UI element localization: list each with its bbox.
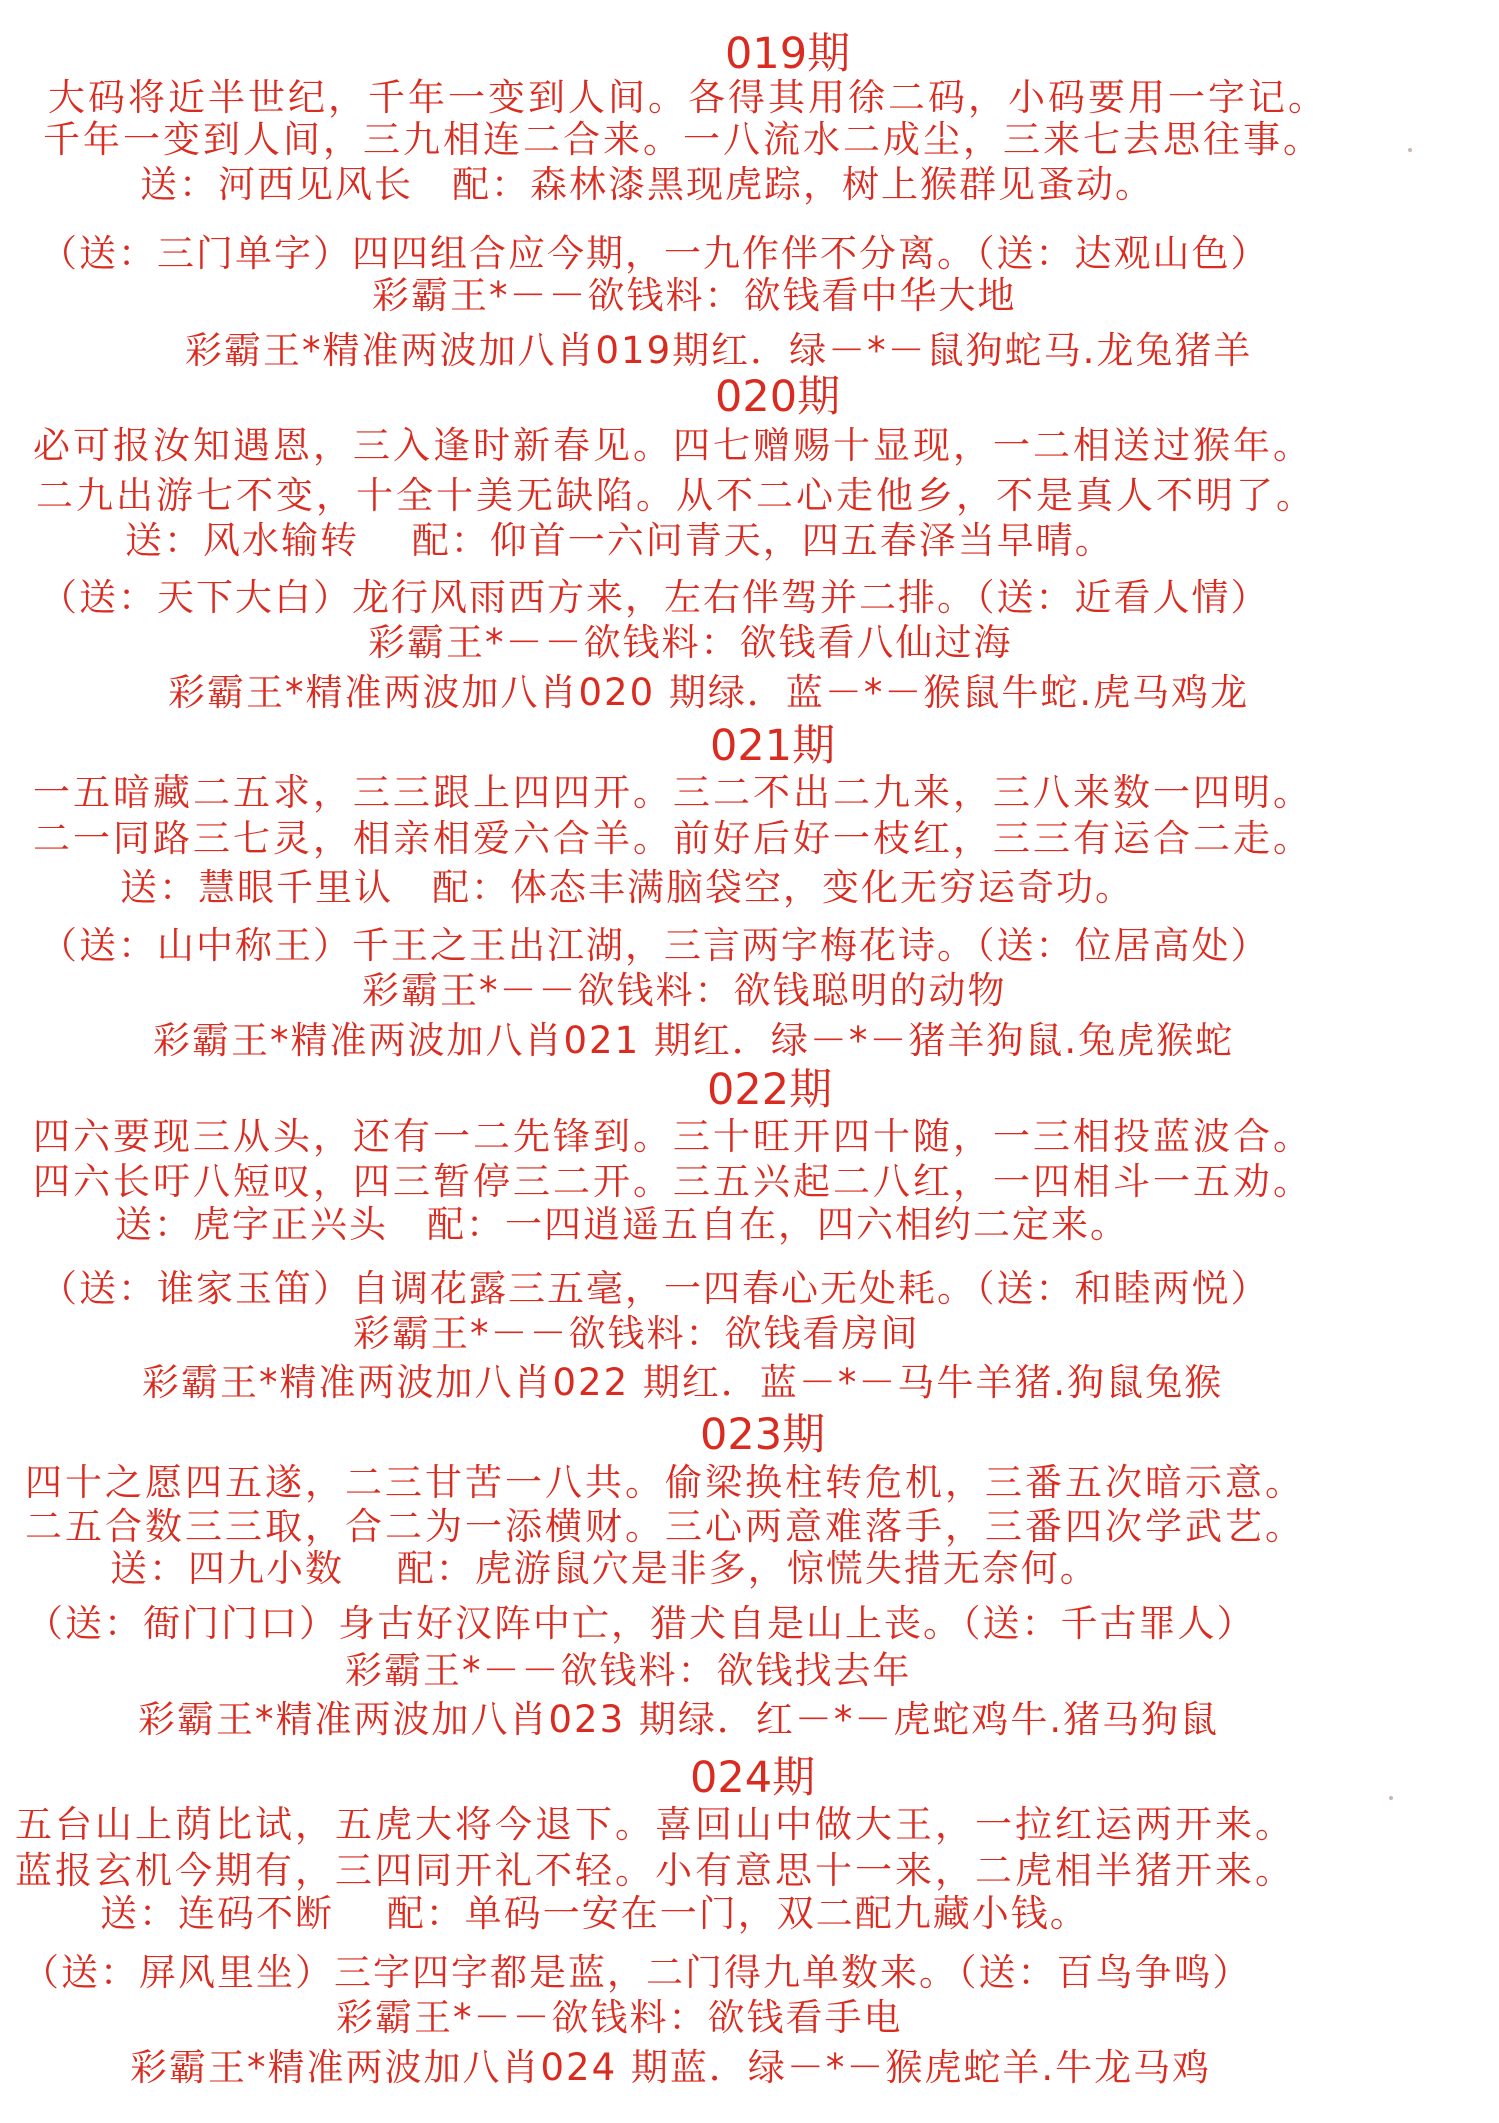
money-line: 彩霸王*－－欲钱料：欲钱找去年: [345, 1649, 912, 1692]
verse-line: 五台山上荫比试，五虎大将今退下。喜回山中做大王，一拉红运两开来。: [15, 1803, 1295, 1846]
period-title: 019期: [725, 29, 851, 79]
period-title: 023期: [700, 1410, 826, 1460]
period-title: 024期: [690, 1753, 816, 1803]
scan-speck: [1408, 148, 1412, 152]
zodiac-line: 彩霸王*精准两波加八肖023 期绿．红－*－虎蛇鸡牛.猪马狗鼠: [138, 1698, 1220, 1741]
gift-line: （送：三门单字）四四组合应今期，一九作伴不分离。（送：达观山色）: [40, 232, 1270, 275]
verse-line: 大码将近半世纪，千年一变到人间。各得其用徐二码，小码要用一字记。: [48, 76, 1328, 119]
money-line: 彩霸王*－－欲钱料：欲钱看房间: [353, 1312, 920, 1355]
gift-line: （送：衙门门口）身古好汉阵中亡，猎犬自是山上丧。（送：千古罪人）: [26, 1602, 1256, 1645]
gift-line: 送：连码不断 配：单码一安在一门，双二配九藏小钱。: [100, 1892, 1089, 1935]
verse-line: 一五暗藏二五求，三三跟上四四开。三二不出二九来，三八来数一四明。: [33, 771, 1313, 814]
zodiac-line: 彩霸王*精准两波加八肖022 期红．蓝－*－马牛羊猪.狗鼠兔猴: [142, 1361, 1224, 1404]
verse-line: 四六要现三从头，还有一二先锋到。三十旺开四十随，一三相投蓝波合。: [33, 1115, 1313, 1158]
zodiac-line: 彩霸王*精准两波加八肖021 期红．绿－*－猪羊狗鼠.兔虎猴蛇: [153, 1019, 1235, 1062]
period-title: 022期: [707, 1065, 833, 1115]
verse-line: 二一同路三七灵，相亲相爱六合羊。前好后好一枝红，三三有运合二走。: [33, 817, 1313, 860]
gift-line: （送：山中称王）千王之王出江湖，三言两字梅花诗。（送：位居高处）: [40, 924, 1270, 967]
period-title: 021期: [710, 721, 836, 771]
verse-line: 二九出游七不变，十全十美无缺陷。从不二心走他乡，不是真人不明了。: [36, 474, 1316, 517]
verse-line: 四十之愿四五遂，二三甘苦一八共。偷梁换柱转危机，三番五次暗示意。: [25, 1461, 1305, 1504]
gift-line: 送：河西见风长 配：森林漆黑现虎踪，树上猴群见蚤动。: [140, 163, 1154, 206]
gift-line: 送：风水输转 配：仰首一六问青天，四五春泽当早晴。: [125, 519, 1114, 562]
verse-line: 二五合数三三取，合二为一添横财。三心两意难落手，三番四次学武艺。: [25, 1505, 1305, 1548]
verse-line: 蓝报玄机今期有，三四同开礼不轻。小有意思十一来，二虎相半猪开来。: [15, 1849, 1295, 1892]
gift-line: （送：谁家玉笛）自调花露三五毫，一四春心无处耗。（送：和睦两悦）: [40, 1267, 1270, 1310]
zodiac-line: 彩霸王*精准两波加八肖024 期蓝．绿－*－猴虎蛇羊.牛龙马鸡: [130, 2046, 1212, 2089]
gift-line: 送：四九小数 配：虎游鼠穴是非多，惊慌失措无奈何。: [110, 1547, 1099, 1590]
period-title: 020期: [715, 372, 841, 422]
gift-line: （送：屏风里坐）三字四字都是蓝，二门得九单数来。（送：百鸟争鸣）: [22, 1951, 1252, 1994]
gift-line: 送：慧眼千里认 配：体态丰满脑袋空，变化无穷运奇功。: [120, 866, 1134, 909]
money-line: 彩霸王*－－欲钱料：欲钱看八仙过海: [368, 621, 1013, 664]
verse-line: 千年一变到人间，三九相连二合来。一八流水二成尘，三来七去思往事。: [43, 118, 1323, 161]
verse-line: 必可报汝知遇恩，三入逢时新春见。四七赠赐十显现，一二相送过猴年。: [33, 424, 1313, 467]
money-line: 彩霸王*－－欲钱料：欲钱看中华大地: [372, 274, 1017, 317]
money-line: 彩霸王*－－欲钱料：欲钱看手电: [336, 1996, 903, 2039]
gift-line: （送：天下大白）龙行风雨西方来，左右伴驾并二排。（送：近看人情）: [40, 576, 1270, 619]
zodiac-line: 彩霸王*精准两波加八肖019期红．绿－*－鼠狗蛇马.龙兔猪羊: [185, 329, 1253, 372]
gift-line: 送：虎字正兴头 配：一四逍遥五自在，四六相约二定来。: [115, 1203, 1129, 1246]
verse-line: 四六长吁八短叹，四三暂停三二开。三五兴起二八红，一四相斗一五劝。: [33, 1160, 1313, 1203]
scan-speck: [1389, 1796, 1393, 1800]
money-line: 彩霸王*－－欲钱料：欲钱聪明的动物: [362, 969, 1007, 1012]
zodiac-line: 彩霸王*精准两波加八肖020 期绿．蓝－*－猴鼠牛蛇.虎马鸡龙: [168, 671, 1250, 714]
